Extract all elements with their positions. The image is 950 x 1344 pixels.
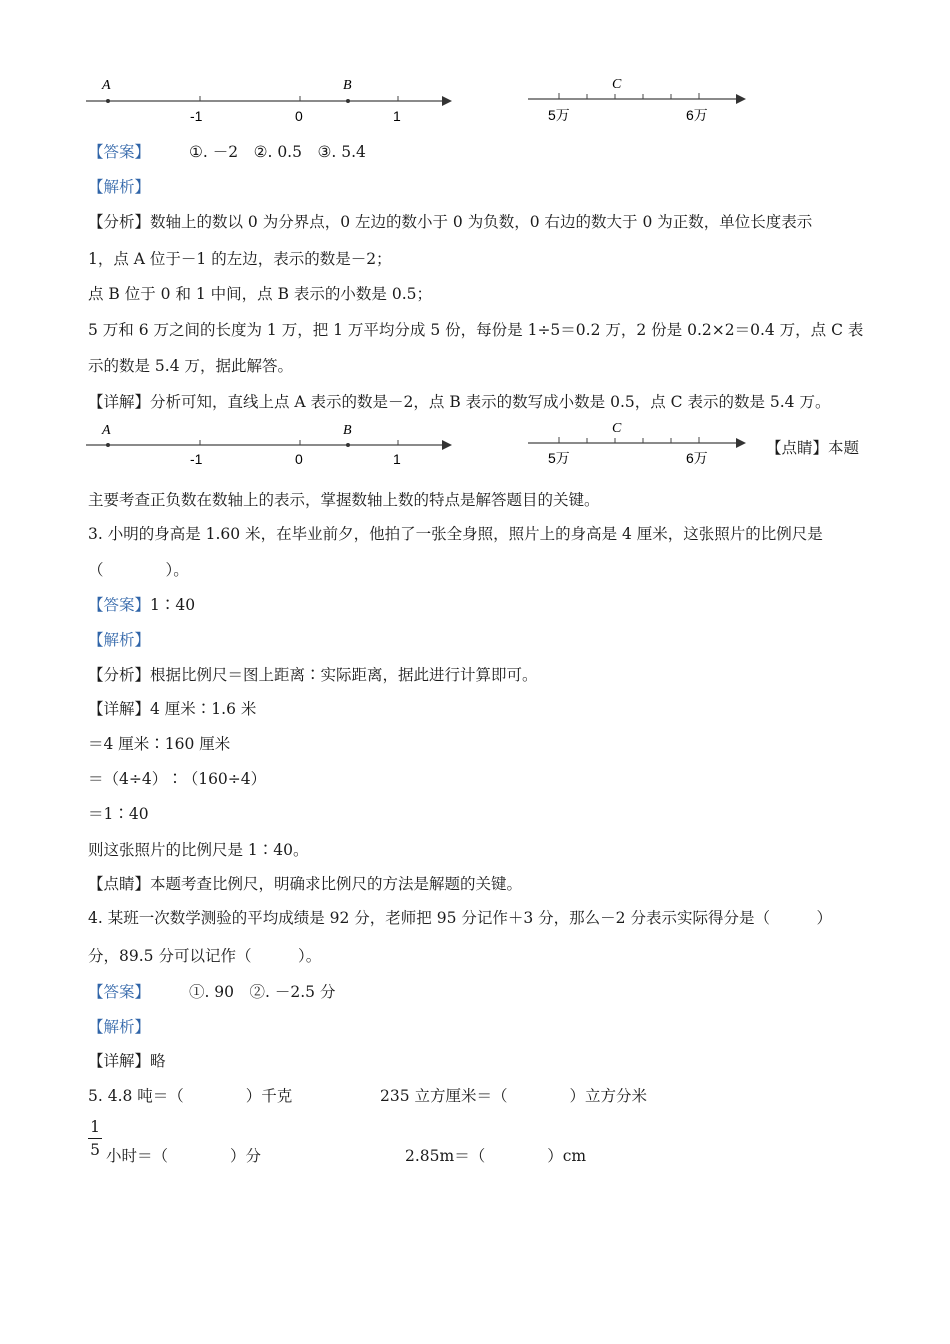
tick-label-5wan: 5万	[548, 107, 570, 123]
q2-dianjing-head: 【点睛】本题	[766, 439, 860, 457]
fraction-numerator: 1	[90, 1118, 100, 1136]
label-b: B	[343, 423, 352, 438]
label-c: C	[612, 77, 622, 92]
q2-xiangjie: 【详解】分析可知，直线上点 A 表示的数是－2，点 B 表示的数写成小数是 0.5，点 C 表示的数是 5.4 万。	[88, 393, 831, 411]
answer-tag: 【答案】	[88, 143, 151, 161]
tick-label-5wan: 5万	[548, 450, 570, 466]
point-a	[106, 99, 110, 103]
point-b	[346, 99, 350, 103]
q2-dianjing-tail: 主要考查正负数在数轴上的表示，掌握数轴上数的特点是解答题目的关键。	[88, 491, 600, 509]
q3-step-1: 【详解】4 厘米∶1.6 米	[88, 700, 257, 718]
q3-conclusion: 则这张照片的比例尺是 1∶40。	[88, 841, 309, 859]
tick-label-1: 1	[393, 108, 401, 124]
answer-text: ①. －2 ②. 0.5 ③. 5.4	[188, 143, 366, 161]
q4-xiangjie: 【详解】略	[88, 1052, 166, 1070]
q3-dianjing: 【点睛】本题考查比例尺，明确求比例尺的方法是解题的关键。	[88, 875, 523, 893]
q2-jiexi: 【解析】	[88, 178, 151, 196]
tick-label-0: 0	[295, 451, 303, 467]
q4-question-1: 4. 某班一次数学测验的平均成绩是 92 分，老师把 95 分记作＋3 分，那么－2 分表示实际得分是（ ）	[88, 909, 832, 927]
label-a: A	[102, 78, 111, 93]
tick-label-6wan: 6万	[686, 107, 708, 123]
q3-step-2: ＝4 厘米∶160 厘米	[88, 735, 231, 753]
q5-part-2: 235 立方厘米＝（ ）立方分米	[380, 1087, 648, 1105]
number-line-ab-bottom	[84, 418, 464, 474]
tick-label-1: 1	[393, 451, 401, 467]
q3-question-1: 3. 小明的身高是 1.60 米，在毕业前夕，他拍了一张全身照，照片上的身高是 4 厘米，这张照片的比例尺是	[88, 525, 823, 543]
q5-part-1: 5. 4.8 吨＝（ ）千克	[88, 1087, 293, 1105]
label-c: C	[612, 421, 622, 436]
q4-question-2: 分，89.5 分可以记作（ ）。	[88, 947, 322, 965]
q2-fenxi-1: 【分析】数轴上的数以 0 为分界点，0 左边的数小于 0 为负数，0 右边的数大于 0 为正数，单位长度表示	[88, 213, 813, 231]
number-line-ab-top	[84, 72, 464, 128]
tick-label-neg1: -1	[190, 108, 203, 124]
tick-label-0: 0	[295, 108, 303, 124]
point-a	[106, 443, 110, 447]
answer-value: 1∶40	[150, 596, 196, 614]
fraction-denominator: 5	[90, 1141, 100, 1159]
q3-step-3: ＝（4÷4）∶（160÷4）	[88, 770, 267, 788]
q2-fenxi-4: 5 万和 6 万之间的长度为 1 万，把 1 万平均分成 5 份，每份是 1÷5＝0.2 万，2 份是 0.2×2＝0.4 万，点 C 表	[88, 321, 864, 339]
fraction-one-fifth	[88, 1118, 102, 1159]
number-line-c-bottom	[524, 418, 754, 474]
q2-fenxi-2: 1，点 A 位于－1 的左边，表示的数是－2；	[88, 250, 392, 268]
label-b: B	[343, 78, 352, 93]
q4-answer	[88, 982, 335, 1002]
q3-step-4: ＝1∶40	[88, 805, 149, 823]
label-a: A	[102, 423, 111, 438]
answer-label: 【答案】	[88, 596, 151, 614]
q2-answer	[88, 142, 366, 162]
q3-question-2: （ ）。	[88, 561, 189, 579]
answer-tag: 【答案】	[88, 983, 151, 1001]
q3-answer	[88, 595, 195, 615]
point-b	[346, 443, 350, 447]
q2-fenxi-3: 点 B 位于 0 和 1 中间，点 B 表示的小数是 0.5；	[88, 285, 432, 303]
q3-fenxi: 【分析】根据比例尺＝图上距离∶实际距离，据此进行计算即可。	[88, 666, 538, 684]
q5-part-4: 2.85m＝（ ）cm	[405, 1147, 587, 1165]
q2-fenxi-5: 示的数是 5.4 万，据此解答。	[88, 357, 294, 375]
answer-text: ①. 90 ②. －2.5 分	[188, 983, 336, 1001]
q4-jiexi: 【解析】	[88, 1018, 151, 1036]
q3-jiexi: 【解析】	[88, 631, 151, 649]
tick-label-6wan: 6万	[686, 450, 708, 466]
tick-label-neg1: -1	[190, 451, 203, 467]
number-line-c-top	[524, 72, 754, 128]
q5-part-3: 小时＝（ ）分	[106, 1147, 262, 1165]
